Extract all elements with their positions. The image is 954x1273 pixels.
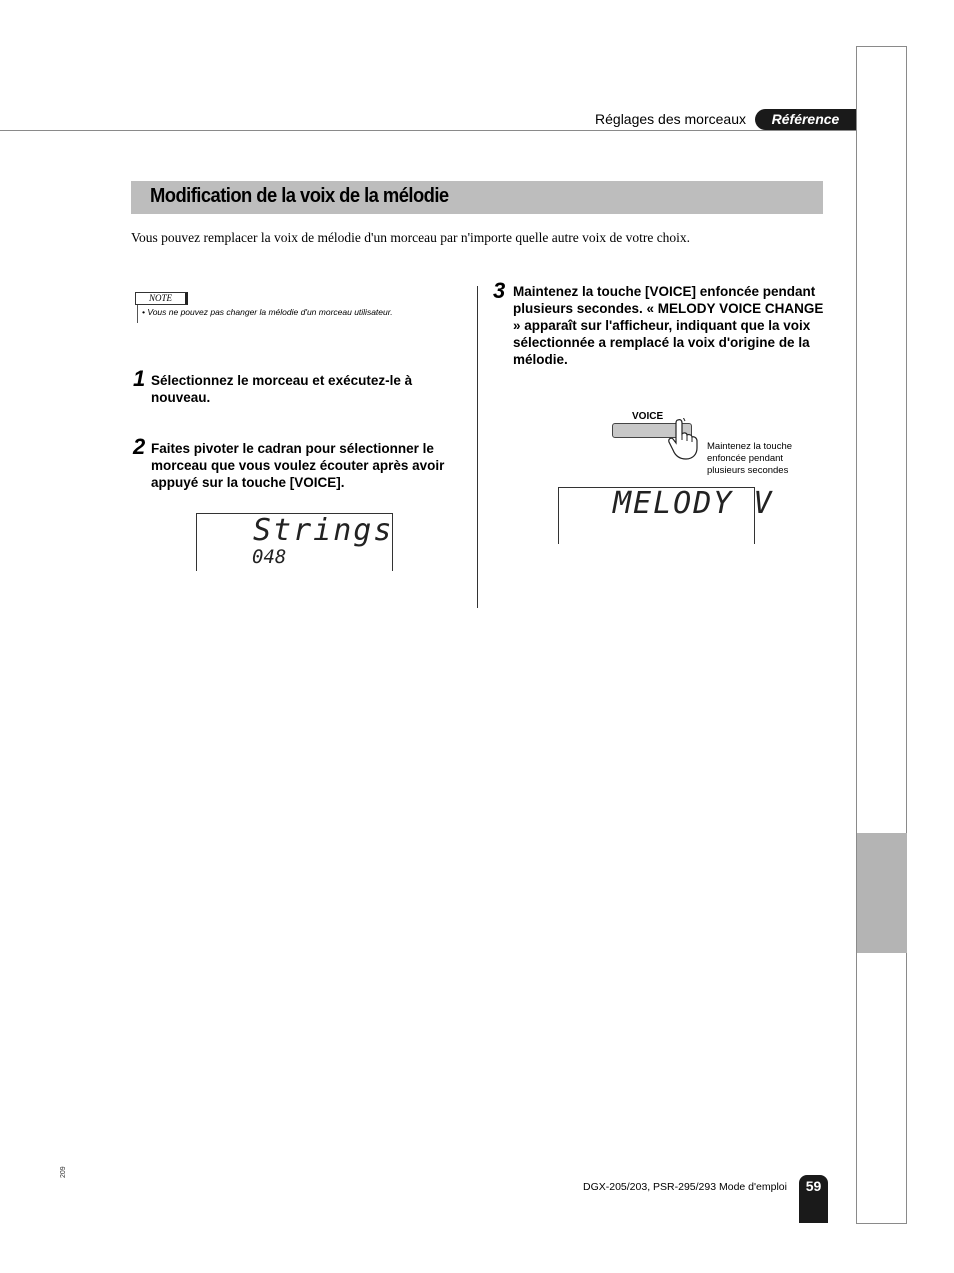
side-code: 209 — [60, 1166, 67, 1178]
illustration-caption: Maintenez la touche enfoncée pendant plusieurs secondes — [707, 441, 793, 476]
step-2-number: 2 — [133, 434, 146, 459]
voice-button-label: VOICE — [632, 411, 664, 422]
side-tab-column — [856, 46, 907, 1224]
footer-document-title: DGX-205/203, PSR-295/293 Mode d'emploi — [583, 1181, 787, 1193]
note-rule — [137, 305, 138, 323]
step-1-number: 1 — [133, 366, 146, 391]
header-rule — [0, 130, 856, 131]
step-1-text: Sélectionnez le morceau et exécutez-le à nouveau. — [151, 373, 413, 405]
section-title: Modification de la voix de la mélodie — [150, 185, 449, 207]
side-tab-active — [857, 833, 907, 953]
page-number: 59 — [799, 1175, 828, 1223]
step-3-text: Maintenez la touche [VOICE] enfoncée pendant plusieurs secondes. « MELODY VOICE CHANGE » apparaît sur l'afficheur, indiquant que la voix sélectionnée a remplacé la voix d'origine de la mélodie. — [513, 284, 824, 367]
step-3-number: 3 — [493, 278, 506, 303]
intro-text: Vous pouvez remplacer la voix de mélodie d'un morceau par n'importe quelle autre voix de votre choix. — [131, 230, 691, 245]
lcd-melody-text: MELODY V — [613, 486, 774, 521]
reference-badge: Référence — [755, 109, 856, 130]
pressing-hand-icon — [666, 418, 700, 460]
note-tag: NOTE — [135, 292, 188, 305]
note-text: • Vous ne pouvez pas changer la mélodie d'un morceau utilisateur. — [142, 307, 393, 317]
lcd-voice-number: 048 — [252, 546, 287, 568]
column-divider — [477, 286, 478, 608]
header-section-title: Réglages des morceaux — [595, 111, 746, 127]
step-2-text: Faites pivoter le cadran pour sélectionner le morceau que vous voulez écouter après avoir appuyé sur la touche [VOICE]. — [151, 441, 445, 490]
lcd-voice-name: Strings — [253, 513, 394, 548]
